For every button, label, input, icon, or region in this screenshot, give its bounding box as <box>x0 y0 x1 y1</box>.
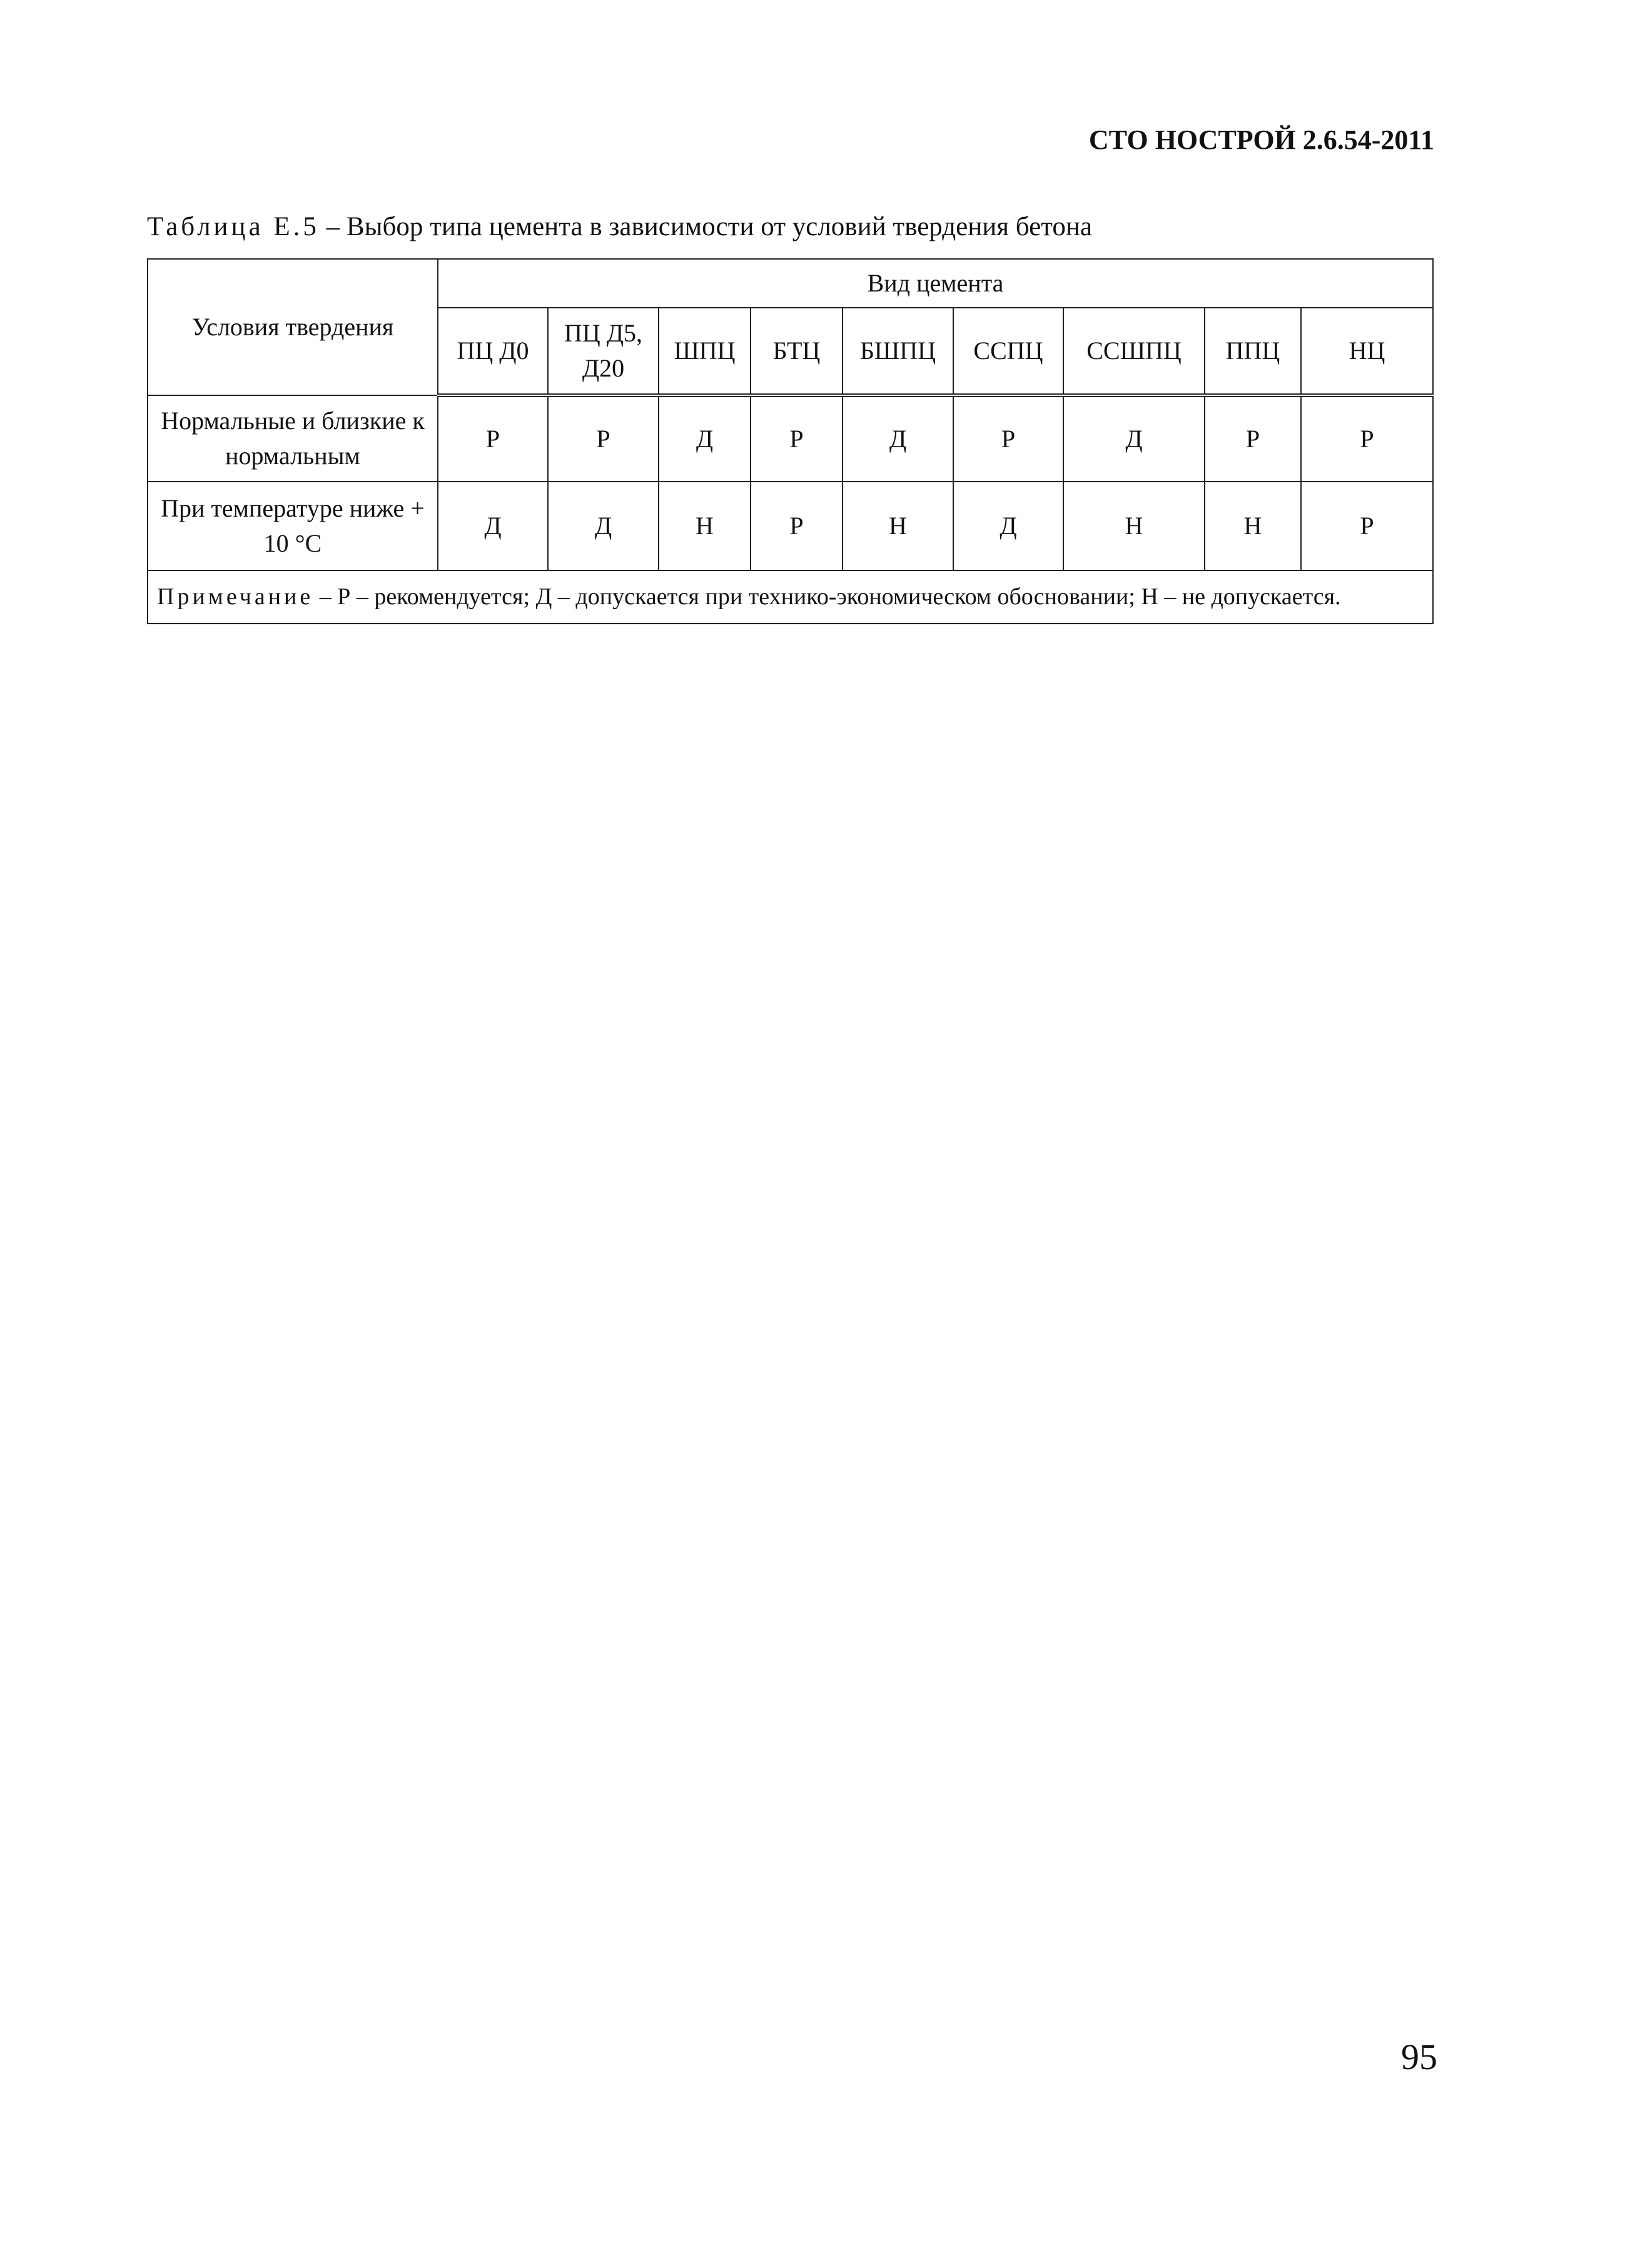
value-cell: Р <box>1301 482 1433 570</box>
group-header-cell <box>438 259 1433 308</box>
column-header: БШПЦ <box>843 308 953 395</box>
column-header: НЦ <box>1301 308 1433 395</box>
value-cell: Р <box>953 395 1063 482</box>
cement-type-table <box>147 258 1434 624</box>
value-cell: Р <box>438 395 548 482</box>
column-header: ШПЦ <box>659 308 751 395</box>
value-cell: Р <box>751 482 843 570</box>
column-header: ПЦ Д0 <box>438 308 548 395</box>
value-cell: Р <box>1301 395 1433 482</box>
column-header: ССШПЦ <box>1063 308 1205 395</box>
row-header-label: Условия твердения <box>191 313 394 341</box>
group-header-label: Вид цемента <box>867 269 1004 297</box>
table-note <box>148 570 1433 624</box>
table-row <box>148 395 1433 482</box>
value-cell: Д <box>438 482 548 570</box>
table-caption-text: – Выбор типа цемента в зависимости от условий твердения бетона <box>319 212 1092 241</box>
value-cell: Н <box>1063 482 1205 570</box>
table-caption-label: Таблица Е.5 <box>147 212 320 241</box>
value-cell: Н <box>843 482 953 570</box>
table-header-row-1 <box>148 259 1433 308</box>
value-cell: Д <box>659 395 751 482</box>
table-note-text: – Р – рекомендуется; Д – допускается при технико-экономическом обосновании; Н – не допускается. <box>313 584 1341 610</box>
document-code: СТО НОСТРОЙ 2.6.54-2011 <box>1088 124 1434 155</box>
table-note-label: Примечание <box>157 584 314 610</box>
row-header-cell <box>148 259 438 395</box>
value-cell: Д <box>953 482 1063 570</box>
value-cell: Д <box>843 395 953 482</box>
value-cell: Р <box>751 395 843 482</box>
column-header: БТЦ <box>751 308 843 395</box>
table-caption <box>147 211 1092 242</box>
condition-cell: Нормальные и близкие к нормальным <box>148 395 438 482</box>
value-cell: Р <box>1205 395 1301 482</box>
column-header: ПЦ Д5, Д20 <box>548 308 659 395</box>
column-header: ППЦ <box>1205 308 1301 395</box>
column-header: ССПЦ <box>953 308 1063 395</box>
value-cell: Н <box>1205 482 1301 570</box>
value-cell: Н <box>659 482 751 570</box>
table-note-row <box>148 570 1433 624</box>
page-number: 95 <box>1401 2037 1437 2077</box>
table-row <box>148 482 1433 570</box>
value-cell: Д <box>1063 395 1205 482</box>
condition-cell: При температуре ниже + 10 °С <box>148 482 438 570</box>
value-cell: Р <box>548 395 659 482</box>
value-cell: Д <box>548 482 659 570</box>
